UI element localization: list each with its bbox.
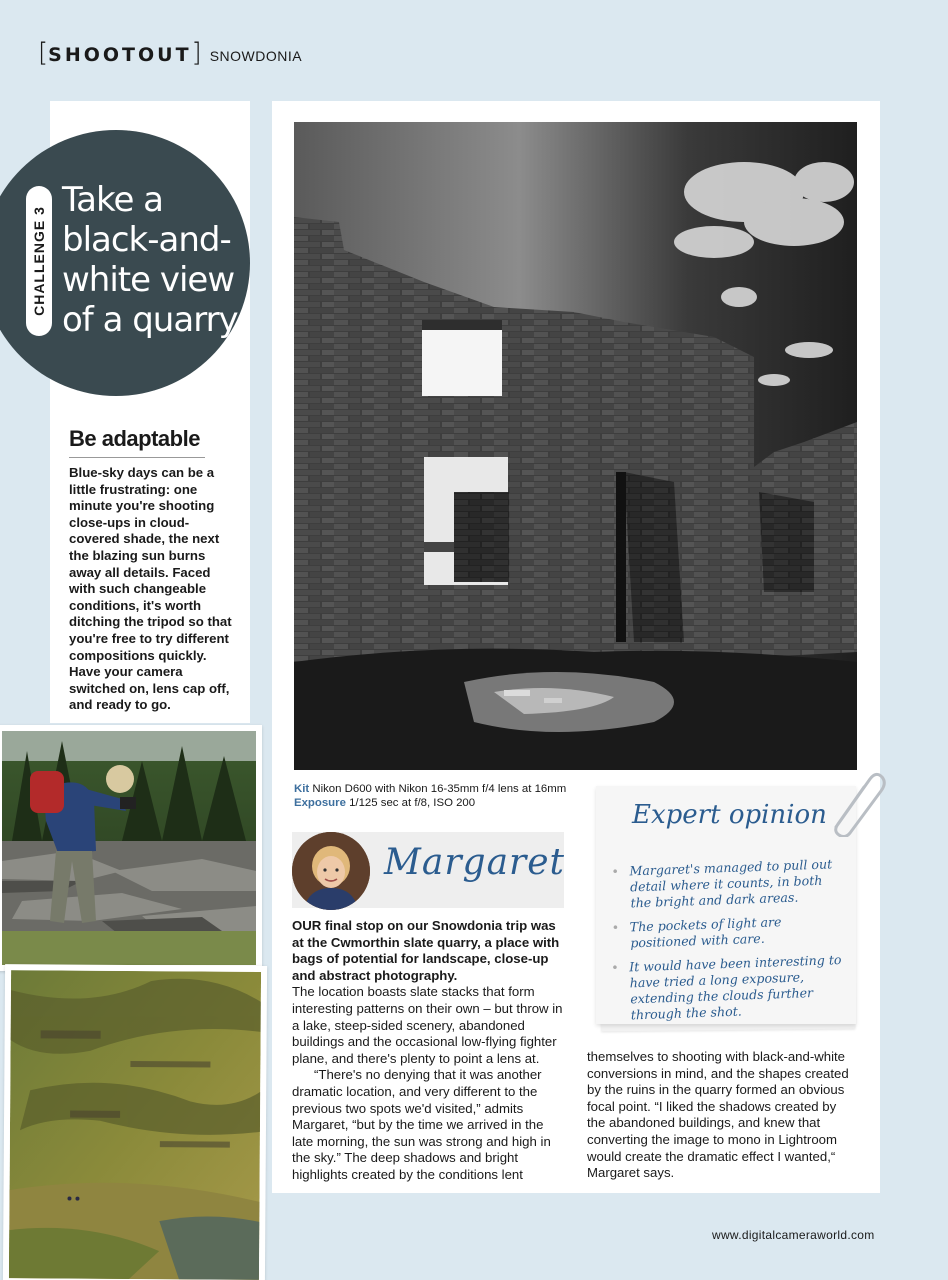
caption-kit xyxy=(294,782,566,796)
tip-body: Blue-sky days can be a little frustrating: one minute you're shooting close-ups in cloud-covered shade, the next the blazing sun burns away all details. Faced with such changeable conditions, it's worth ditching the tripod so that you're free to try different compositions quickly. Have your camera switched on, lens cap off, and ready to go. xyxy=(69,465,232,713)
valley-photo xyxy=(3,964,267,1280)
tip-heading: Be adaptable xyxy=(69,426,205,458)
caption-exposure-value: 1/125 sec at f/8, ISO 200 xyxy=(349,797,476,809)
paperclip-icon xyxy=(818,765,888,837)
section-header xyxy=(38,40,302,66)
avatar xyxy=(292,832,370,910)
main-photo-quarry-ruins xyxy=(294,122,857,770)
caption-exposure xyxy=(294,796,566,810)
bracket-open: [ xyxy=(38,38,49,68)
expert-point: • The pockets of light are positioned with care. xyxy=(612,912,845,952)
article-lead: OUR final stop on our Snowdonia trip was at the Cwmorthin slate quarry, a place with bags of potential for landscape, close-up and abstract photography. xyxy=(292,918,560,983)
challenge-title: Take a black-and-white view of a quarry xyxy=(62,180,238,340)
article-column-right xyxy=(587,1049,855,1182)
caption-kit-label: Kit xyxy=(294,783,310,795)
expert-point: • Margaret's managed to pull out detail where it counts, in both the bright and dark areas. xyxy=(611,856,845,912)
valley-photo-illustration xyxy=(9,970,261,1280)
article-column-left xyxy=(292,918,566,1184)
expert-points xyxy=(612,856,844,1028)
avatar-portrait xyxy=(292,832,370,910)
article-paragraph-2: “There's no denying that it was another dramatic location, and very different to the previous two spots we'd visited,” admits Margaret, “but by the time we arrived in the late morning, the sun was strong and high in the sky.” The deep shadows and bright highlights created by the conditions lent xyxy=(292,1067,551,1182)
hiker-photo-illustration xyxy=(2,731,256,965)
challenge-label xyxy=(26,186,52,336)
expert-point: • It would have been interesting to have tried a long exposure, extending the clouds further through the shot. xyxy=(611,952,845,1024)
footer-url: www.digitalcameraworld.com xyxy=(712,1228,875,1242)
challenge-label-text: CHALLENGE 3 xyxy=(31,206,48,316)
caption-exposure-label: Exposure xyxy=(294,797,346,809)
expert-title: Expert opinion xyxy=(632,800,827,830)
article-paragraph-1: The location boasts slate stacks that form interesting patterns on their own – but throw in a lake, steep-sided scenery, abandoned buildings and the occasional low-flying fighter plane, and there's plenty to point a lens at. xyxy=(292,984,563,1066)
article-paragraph-3: themselves to shooting with black-and-white conversions in mind, and the shapes created by the ruins in the quarry formed an obvious focal point. “I liked the shadows created by the abandoned buildings, and knew that converting the image to mono in Lightroom would create the dramatic effect I wanted,“ Margaret says. xyxy=(587,1049,849,1181)
section-title: SHOOTOUT xyxy=(48,44,192,66)
photo-caption xyxy=(294,782,566,810)
photographer-name: Margaret xyxy=(384,842,566,883)
caption-kit-value: Nikon D600 with Nikon 16-35mm f/4 lens at 16mm xyxy=(312,783,567,795)
quarry-ruins-illustration xyxy=(294,122,857,770)
bracket-close: ] xyxy=(191,38,202,68)
hiker-photo xyxy=(0,725,262,971)
section-subtitle: SNOWDONIA xyxy=(209,48,303,64)
